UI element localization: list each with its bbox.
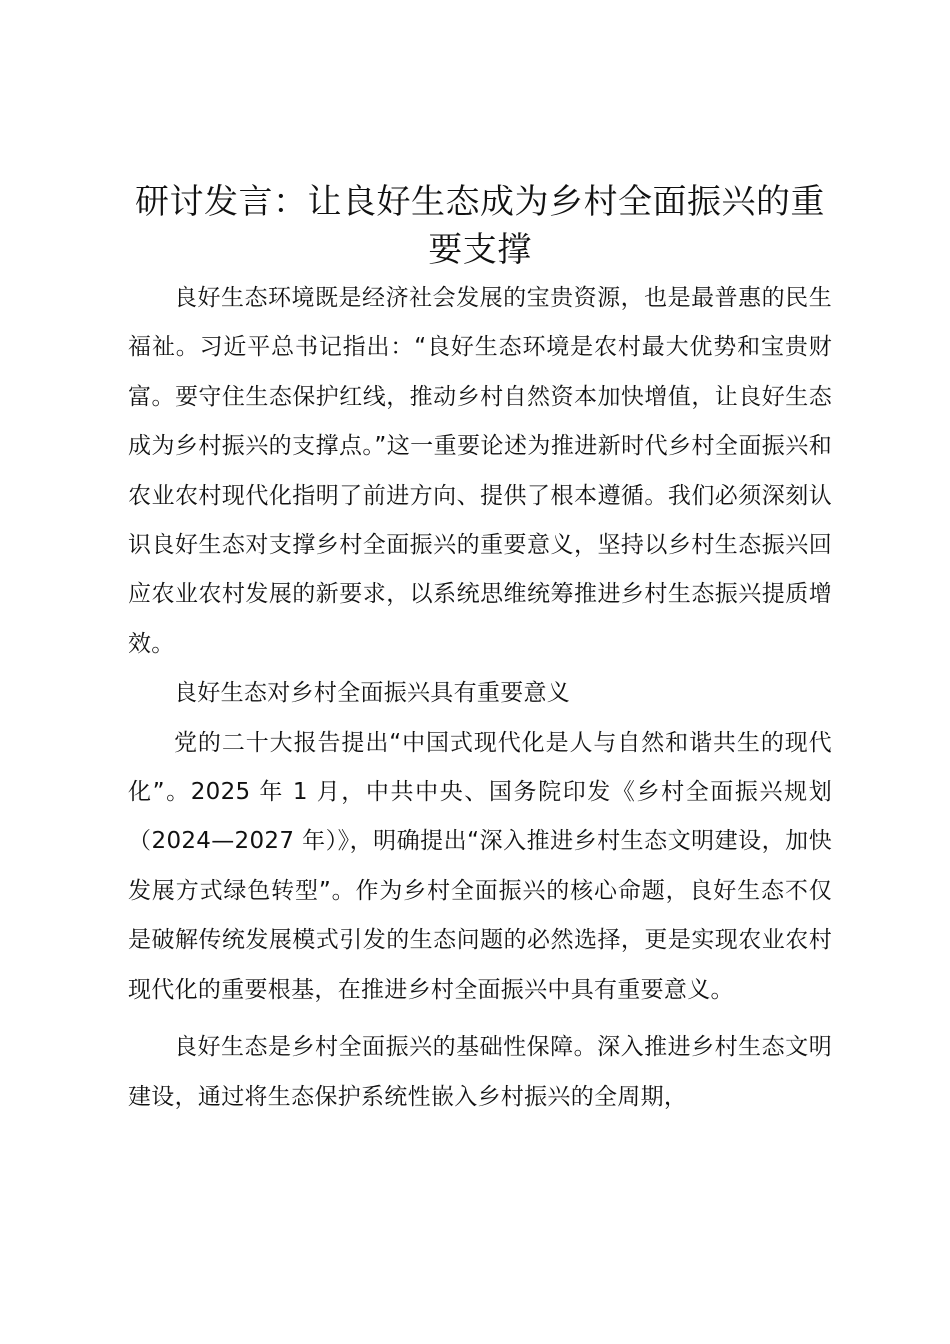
document-page	[128, 178, 832, 1122]
body-paragraph-significance: 党的二十大报告提出“中国式现代化是人与自然和谐共生的现代化”。2025 年 1 月，中共中央、国务院印发《乡村全面振兴规划（2024—2027 年）》，明确提出“深入推进乡村生态文明建设，加快发展方式绿色转型”。作为乡村全面振兴的核心命题，良好生态不仅是破解传统发展模式引发的生态问题的必然选择，更是实现农业农村现代化的重要根基，在推进乡村全面振兴中具有重要意义。	[128, 729, 832, 1003]
body-paragraph-intro: 良好生态环境既是经济社会发展的宝贵资源，也是最普惠的民生福祉。习近平总书记指出：“良好生态环境是农村最大优势和宝贵财富。要守住生态保护红线，推动乡村自然资本加快增值，让良好生态成为乡村振兴的支撑点。”这一重要论述为推进新时代乡村全面振兴和农业农村现代化指明了前进方向、提供了根本遵循。我们必须深刻认识良好生态对支撑乡村全面振兴的重要意义，坚持以乡村生态振兴回应农业农村发展的新要求，以系统思维统筹推进乡村生态振兴提质增效。	[128, 285, 832, 657]
section-heading: 良好生态对乡村全面振兴具有重要意义	[174, 680, 571, 707]
body-paragraph-foundation: 良好生态是乡村全面振兴的基础性保障。深入推进乡村生态文明建设，通过将生态保护系统性嵌入乡村振兴的全周期，	[128, 1034, 832, 1110]
document-title: 研讨发言：让良好生态成为乡村全面振兴的重要支撑	[135, 182, 825, 270]
